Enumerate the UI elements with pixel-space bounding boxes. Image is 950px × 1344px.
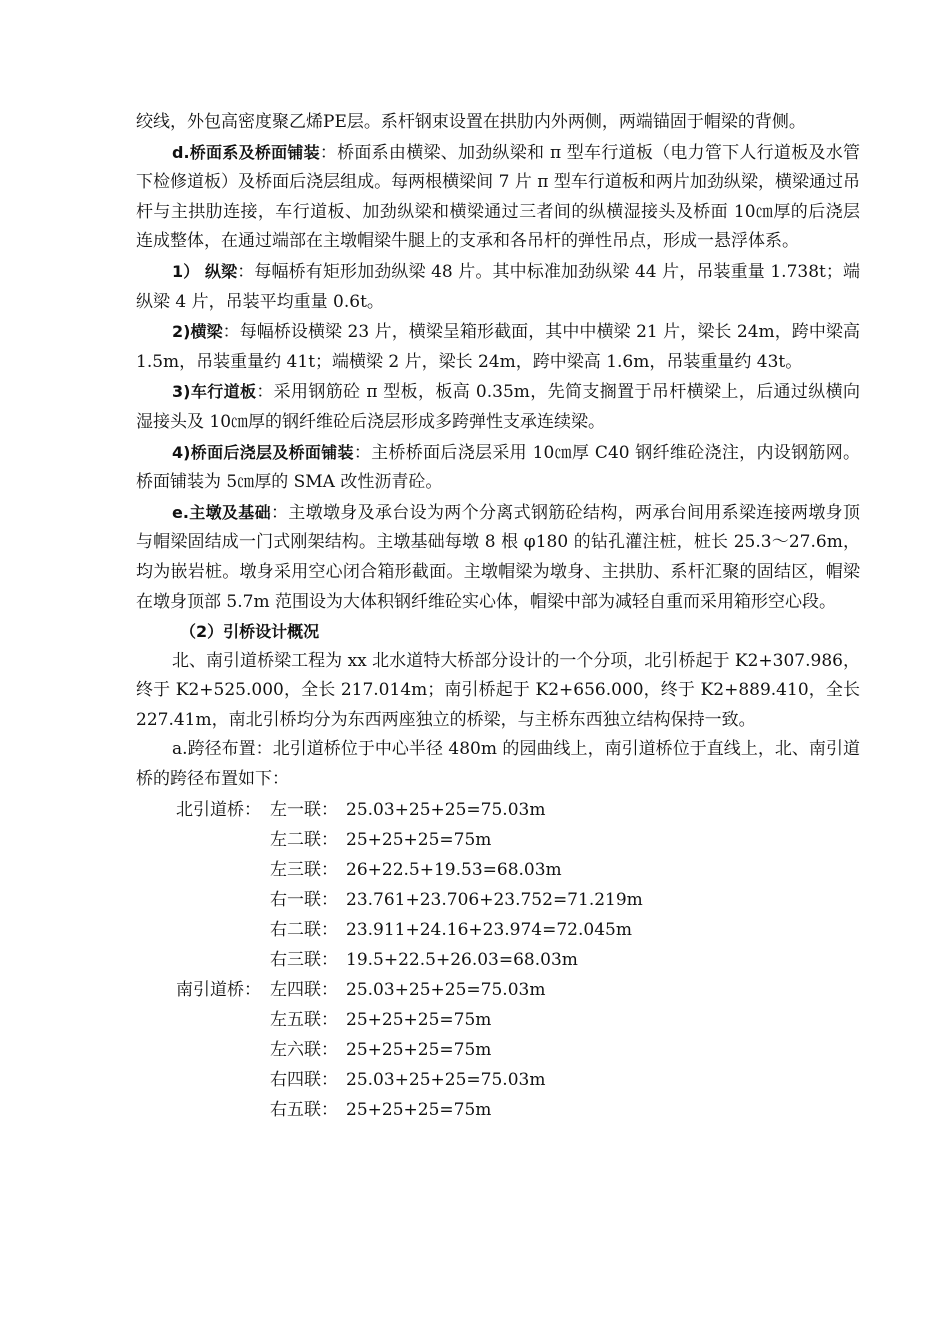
page-body	[136, 108, 860, 1125]
cross-beam-heading: 2)横梁	[172, 322, 223, 342]
group-label-south: 南引道桥：	[176, 979, 261, 1000]
paragraph-cross-beam	[136, 317, 860, 377]
span-unit-label: 右一联：	[270, 889, 338, 910]
span-row	[136, 1065, 860, 1095]
span-unit-label: 右五联：	[270, 1099, 338, 1120]
deck-pavement-text: ：主桥桥面后浇层采用 10㎝厚 C40 钢纤维砼浇注，内设钢筋网。桥面铺装为 5㎝厚的 SMA 改性沥青砼。	[136, 442, 861, 493]
group-label-spacer	[136, 825, 270, 855]
group-label-north: 北引道桥：	[176, 799, 261, 820]
span-row	[136, 945, 860, 975]
span-row	[136, 795, 860, 825]
group-label-spacer	[136, 1005, 270, 1035]
pier-foundation-text: ：主墩墩身及承台设为两个分离式钢筋砼结构，两承台间用系梁连接两墩身顶与帽梁固结成一门式刚架结构。主墩基础每墩 8 根 φ180 的钻孔灌注桩，桩长 25.3～27.6m，均为嵌岩桩。墩身采用空心闭合箱形截面。主墩帽梁为墩身、主拱肋、系杆汇聚的固结区，帽梁在墩身顶部 5.7m 范围设为大体积钢纤维砼实心体，帽梁中部为减轻自重而采用箱形空心段。	[136, 502, 861, 612]
cross-beam-text: ：每幅桥设横梁 23 片，横梁呈箱形截面，其中中横梁 21 片，梁长 24m，跨中梁高 1.5m，吊装重量约 41t；端横梁 2 片，梁长 24m，跨中梁高 1.6m，吊装重量约 43t。	[136, 322, 860, 372]
group-label-spacer	[136, 855, 270, 885]
section-heading-approach-bridge: （2）引桥设计概况	[180, 622, 320, 642]
paragraph-span-layout: a.跨径布置：北引道桥位于中心半径 480m 的园曲线上，南引道桥位于直线上，北、南引道桥的跨径布置如下：	[136, 739, 860, 790]
span-unit-label: 左三联：	[270, 859, 338, 880]
deck-pavement-heading: 4)桥面后浇层及桥面铺装	[172, 442, 354, 462]
span-layout-list	[136, 795, 860, 1125]
span-value: 25.03+25+25=75.03m	[346, 799, 546, 820]
paragraph-approach-intro: 北、南引道桥梁工程为 xx 北水道特大桥部分设计的一个分项，北引桥起于 K2+307.986，终于 K2+525.000，全长 217.014m；南引桥起于 K2+656.000，终于 K2+889.410，全长 227.41m，南北引桥均分为东西两座独立的桥梁，与主桥东西独立结构保持一致。	[136, 650, 860, 730]
longitudinal-beam-text: ：每幅桥有矩形加劲纵梁 48 片。其中标准加劲纵梁 44 片，吊装重量 1.738t；端纵梁 4 片，吊装平均重量 0.6t。	[136, 261, 860, 312]
paragraph-deck-pavement	[136, 438, 860, 498]
span-value: 19.5+22.5+26.03=68.03m	[346, 949, 578, 970]
span-row	[136, 885, 860, 915]
span-row	[136, 975, 860, 1005]
deck-system-text: ：桥面系由横梁、加劲纵梁和 π 型车行道板（电力管下人行道板及水管下检修道板）及桥面后浇层组成。每两根横梁间 7 片 π 型车行道板和两片加劲纵梁，横梁通过吊杆与主拱肋连接，车行道板、加劲纵梁和横梁通过三者间的纵横湿接头及桥面 10㎝厚的后浇层连成整体，在通过端部在主墩帽梁牛腿上的支承和各吊杆的弹性吊点，形成一悬浮体系。	[136, 142, 860, 252]
span-value: 26+22.5+19.53=68.03m	[346, 859, 562, 880]
span-row	[136, 1095, 860, 1125]
span-value: 25.03+25+25=75.03m	[346, 979, 546, 1000]
span-row	[136, 855, 860, 885]
span-value: 25+25+25=75m	[346, 1039, 492, 1060]
span-row	[136, 825, 860, 855]
deck-system-heading: d.桥面系及桥面铺装	[172, 142, 320, 162]
span-row	[136, 915, 860, 945]
span-unit-label: 左五联：	[270, 1009, 338, 1030]
span-value: 23.761+23.706+23.752=71.219m	[346, 889, 643, 910]
paragraph-tendon-end: 绞线，外包高密度聚乙烯PE层。系杆钢束设置在拱肋内外两侧，两端锚固于帽梁的背侧。	[136, 112, 806, 132]
span-value: 25+25+25=75m	[346, 1009, 492, 1030]
group-label-spacer	[136, 1035, 270, 1065]
span-unit-label: 左一联：	[270, 799, 338, 820]
span-value: 23.911+24.16+23.974=72.045m	[346, 919, 632, 940]
group-label-spacer	[136, 1065, 270, 1095]
span-value: 25+25+25=75m	[346, 1099, 492, 1120]
span-row	[136, 1035, 860, 1065]
span-unit-label: 右二联：	[270, 919, 338, 940]
deck-slab-heading: 3)车行道板	[172, 382, 257, 402]
span-row	[136, 1005, 860, 1035]
group-label-spacer	[136, 945, 270, 975]
deck-slab-text: ：采用钢筋砼 π 型板，板高 0.35m，先简支搁置于吊杆横梁上，后通过纵横向湿接头及 10㎝厚的钢纤维砼后浇层形成多跨弹性支承连续梁。	[136, 382, 860, 432]
group-label-spacer	[136, 915, 270, 945]
paragraph-longitudinal-beam	[136, 257, 860, 317]
span-unit-label: 右三联：	[270, 949, 338, 970]
span-unit-label: 右四联：	[270, 1069, 338, 1090]
span-value: 25+25+25=75m	[346, 829, 492, 850]
group-label-spacer	[136, 885, 270, 915]
paragraph-deck-system	[136, 138, 860, 257]
longitudinal-beam-heading: 1） 纵梁	[172, 261, 238, 281]
pier-foundation-heading: e.主墩及基础	[172, 502, 271, 522]
span-value: 25.03+25+25=75.03m	[346, 1069, 546, 1090]
paragraph-deck-slab	[136, 377, 860, 437]
span-unit-label: 左四联：	[270, 979, 338, 1000]
span-unit-label: 左二联：	[270, 829, 338, 850]
span-unit-label: 左六联：	[270, 1039, 338, 1060]
group-label-spacer	[136, 1095, 270, 1125]
paragraph-pier-foundation	[136, 498, 860, 617]
